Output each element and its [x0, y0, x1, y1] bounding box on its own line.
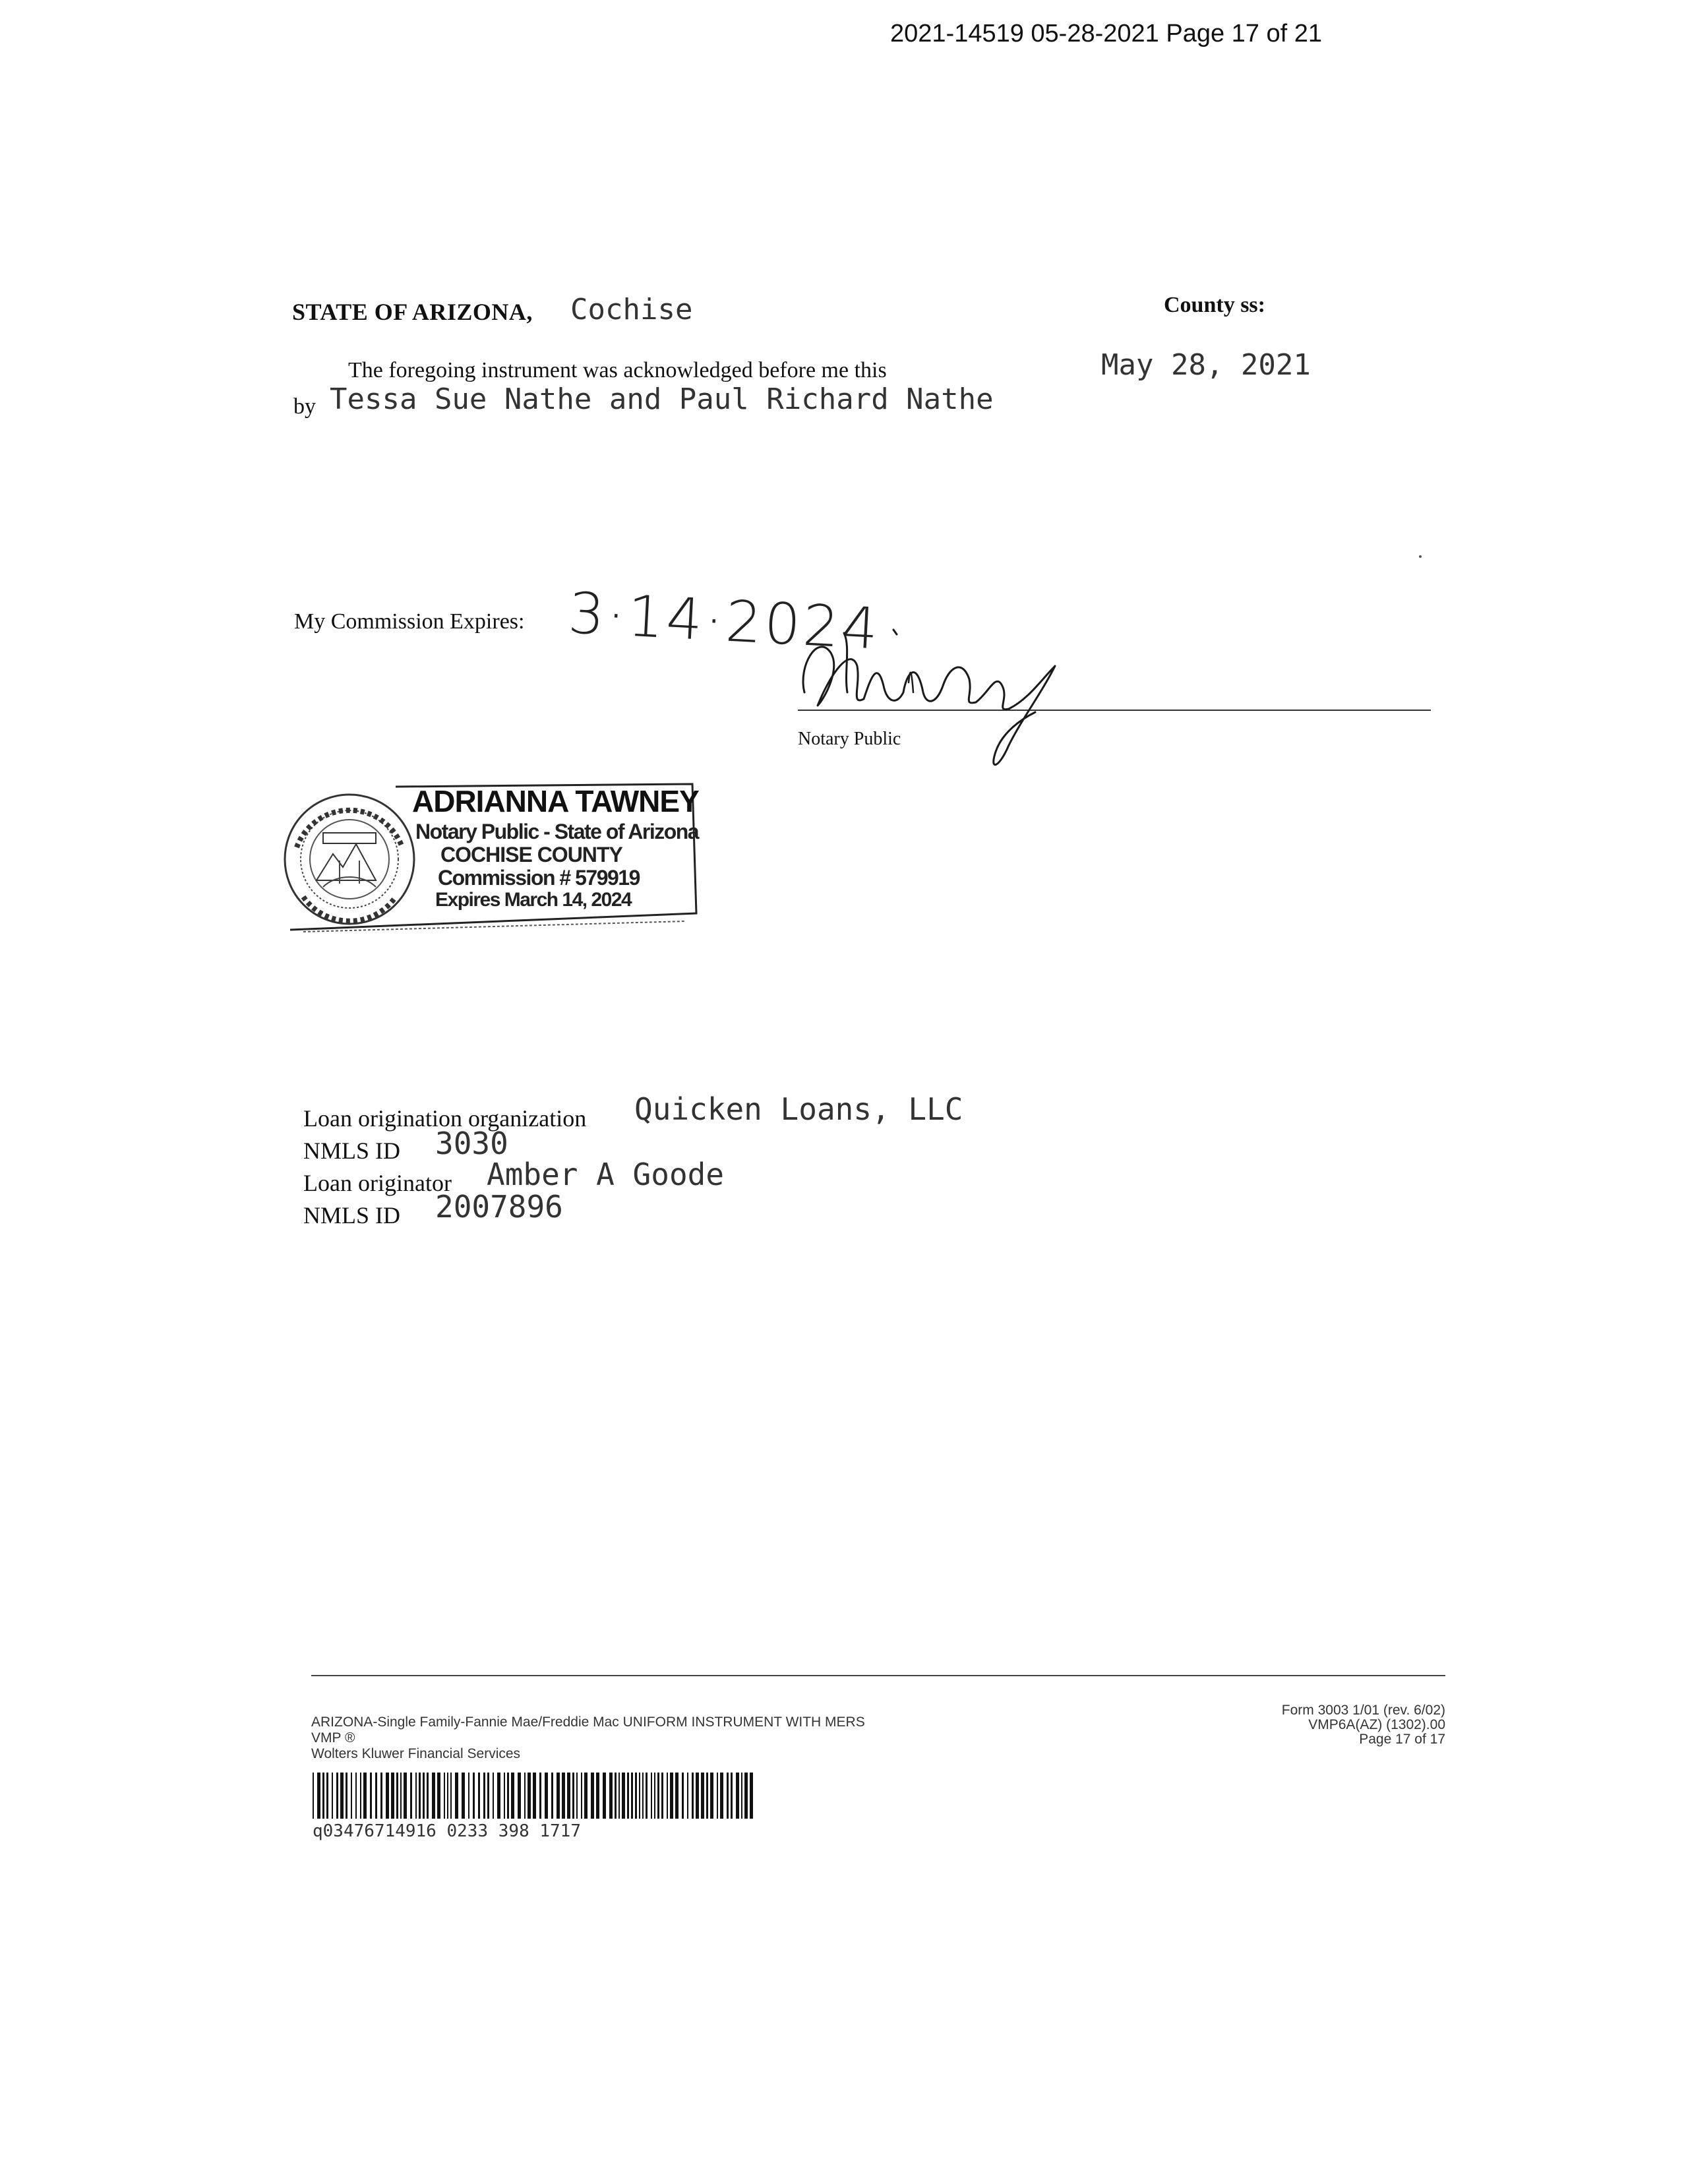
barcode-bar: [576, 1773, 578, 1819]
barcode-bar: [562, 1773, 565, 1819]
barcode-bar: [635, 1773, 637, 1819]
barcode-bar: [391, 1773, 394, 1819]
barcode-bar: [427, 1773, 429, 1819]
barcode-bar: [423, 1773, 425, 1819]
barcode-bar: [340, 1773, 344, 1819]
county-ss-label: County ss:: [1164, 293, 1265, 317]
org-nmls-value: 3030: [435, 1126, 508, 1161]
stamp-county: COCHISE COUNTY: [440, 843, 622, 866]
footer-form-revision: VMP6A(AZ) (1302).00: [1308, 1717, 1445, 1732]
scan-speck: [1419, 555, 1422, 558]
barcode-bar: [736, 1773, 739, 1819]
barcode-bar: [455, 1773, 458, 1819]
barcode-bar: [572, 1773, 574, 1819]
document-barcode: [313, 1773, 753, 1819]
barcode-bar: [444, 1773, 445, 1819]
barcode-bar: [720, 1773, 723, 1819]
barcode-bar: [627, 1773, 629, 1819]
barcode-bar: [731, 1773, 733, 1819]
barcode-bar: [380, 1773, 382, 1819]
barcode-bar: [657, 1773, 659, 1819]
originator-nmls-label: NMLS ID: [303, 1202, 401, 1228]
barcode-bar: [447, 1773, 448, 1819]
barcode-bar: [670, 1773, 673, 1819]
barcode-bar: [419, 1773, 421, 1819]
footer-publisher: Wolters Kluwer Financial Services: [311, 1746, 521, 1761]
barcode-bar: [692, 1773, 694, 1819]
barcode-bar: [363, 1773, 367, 1819]
barcode-bar: [567, 1773, 570, 1819]
barcode-bar: [404, 1773, 407, 1819]
commission-expires-handwritten-date: 3·14·2024: [566, 580, 882, 663]
acknowledgment-date: May 28, 2021: [1101, 348, 1311, 382]
barcode-bar: [332, 1773, 333, 1819]
barcode-bar: [533, 1773, 536, 1819]
barcode-bar: [462, 1773, 465, 1819]
barcode-bar: [355, 1773, 357, 1819]
barcode-bar: [687, 1773, 688, 1819]
barcode-bar: [370, 1773, 372, 1819]
notary-signature: [778, 593, 1081, 778]
barcode-bar: [360, 1773, 361, 1819]
barcode-bar: [741, 1773, 742, 1819]
commission-expires-label: My Commission Expires:: [294, 609, 525, 634]
barcode-bar: [528, 1773, 531, 1819]
barcode-bar: [646, 1773, 648, 1819]
barcode-bar: [400, 1773, 402, 1819]
barcode-bar: [710, 1773, 713, 1819]
barcode-bar: [667, 1773, 668, 1819]
signer-names: Tessa Sue Nathe and Paul Richard Nathe: [330, 382, 994, 416]
barcode-bar: [511, 1773, 514, 1819]
barcode-bar: [706, 1773, 708, 1819]
barcode-bar: [581, 1773, 582, 1819]
barcode-bar: [410, 1773, 412, 1819]
stamp-notary-name: ADRIANNA TAWNEY: [412, 784, 699, 818]
stamp-commission-number: Commission # 579919: [438, 866, 640, 890]
barcode-bar: [701, 1773, 704, 1819]
barcode-bar: [493, 1773, 494, 1819]
barcode-bar: [313, 1773, 314, 1819]
barcode-bar: [584, 1773, 588, 1819]
barcode-bar: [507, 1773, 509, 1819]
barcode-bar: [504, 1773, 505, 1819]
barcode-bar: [336, 1773, 338, 1819]
barcode-bar: [675, 1773, 678, 1819]
loan-origination-org-value: Quicken Loans, LLC: [634, 1091, 963, 1127]
barcode-bar: [615, 1773, 617, 1819]
barcode-bar: [596, 1773, 599, 1819]
county-value: Cochise: [570, 293, 693, 326]
footer-divider: [311, 1675, 1445, 1676]
barcode-bar: [317, 1773, 320, 1819]
barcode-bar: [524, 1773, 526, 1819]
barcode-bar: [618, 1773, 620, 1819]
barcode-bar: [396, 1773, 398, 1819]
barcode-bar: [642, 1773, 644, 1819]
barcode-bar: [651, 1773, 652, 1819]
barcode-bar: [539, 1773, 541, 1819]
barcode-bar: [483, 1773, 485, 1819]
barcode-bar: [351, 1773, 352, 1819]
barcode-bar: [631, 1773, 633, 1819]
footer-form-number: Form 3003 1/01 (rev. 6/02): [1281, 1703, 1445, 1718]
barcode-bar: [473, 1773, 475, 1819]
loan-originator-label: Loan originator: [303, 1170, 452, 1196]
barcode-bar: [437, 1773, 440, 1819]
originator-nmls-value: 2007896: [435, 1189, 563, 1225]
barcode-bar: [591, 1773, 594, 1819]
barcode-number: q03476714916 0233 398 1717: [313, 1821, 581, 1841]
barcode-bar: [557, 1773, 560, 1819]
barcode-bar: [487, 1773, 489, 1819]
barcode-bar: [518, 1773, 521, 1819]
footer-vmp: VMP ®: [311, 1730, 355, 1745]
barcode-bar: [322, 1773, 324, 1819]
barcode-bar: [386, 1773, 389, 1819]
state-label: STATE OF ARIZONA,: [292, 299, 533, 325]
barcode-bar: [326, 1773, 328, 1819]
stamp-notary-title: Notary Public - State of Arizona: [415, 820, 699, 843]
arizona-state-seal-icon: [285, 795, 414, 924]
barcode-bar: [415, 1773, 417, 1819]
barcode-bar: [603, 1773, 606, 1819]
barcode-bar: [497, 1773, 500, 1819]
barcode-bar: [432, 1773, 435, 1819]
barcode-bar: [696, 1773, 699, 1819]
barcode-bar: [717, 1773, 718, 1819]
footer-form-page: Page 17 of 17: [1359, 1732, 1445, 1747]
recording-header: 2021-14519 05-28-2021 Page 17 of 21: [890, 20, 1322, 47]
barcode-bar: [545, 1773, 548, 1819]
loan-originator-value: Amber A Goode: [487, 1157, 725, 1192]
loan-origination-org-label: Loan origination organization: [303, 1105, 587, 1132]
barcode-bar: [682, 1773, 684, 1819]
barcode-bar: [609, 1773, 613, 1819]
barcode-bar: [639, 1773, 640, 1819]
barcode-bar: [450, 1773, 452, 1819]
barcode-bar: [622, 1773, 625, 1819]
barcode-bar: [478, 1773, 480, 1819]
barcode-bar: [551, 1773, 553, 1819]
barcode-bar: [750, 1773, 753, 1819]
barcode-bar: [375, 1773, 377, 1819]
barcode-bar: [468, 1773, 469, 1819]
stamp-expiration: Expires March 14, 2024: [435, 889, 632, 911]
barcode-bar: [346, 1773, 347, 1819]
barcode-bar: [661, 1773, 663, 1819]
acknowledgment-text: The foregoing instrument was acknowledged before me this: [348, 358, 887, 382]
notary-public-label: Notary Public: [798, 729, 901, 749]
by-label: by: [293, 394, 316, 419]
barcode-bar: [744, 1773, 748, 1819]
footer-form-title: ARIZONA-Single Family-Fannie Mae/Freddie Mac UNIFORM INSTRUMENT WITH MERS: [311, 1714, 865, 1730]
org-nmls-label: NMLS ID: [303, 1138, 401, 1164]
barcode-bar: [654, 1773, 655, 1819]
barcode-bar: [727, 1773, 729, 1819]
